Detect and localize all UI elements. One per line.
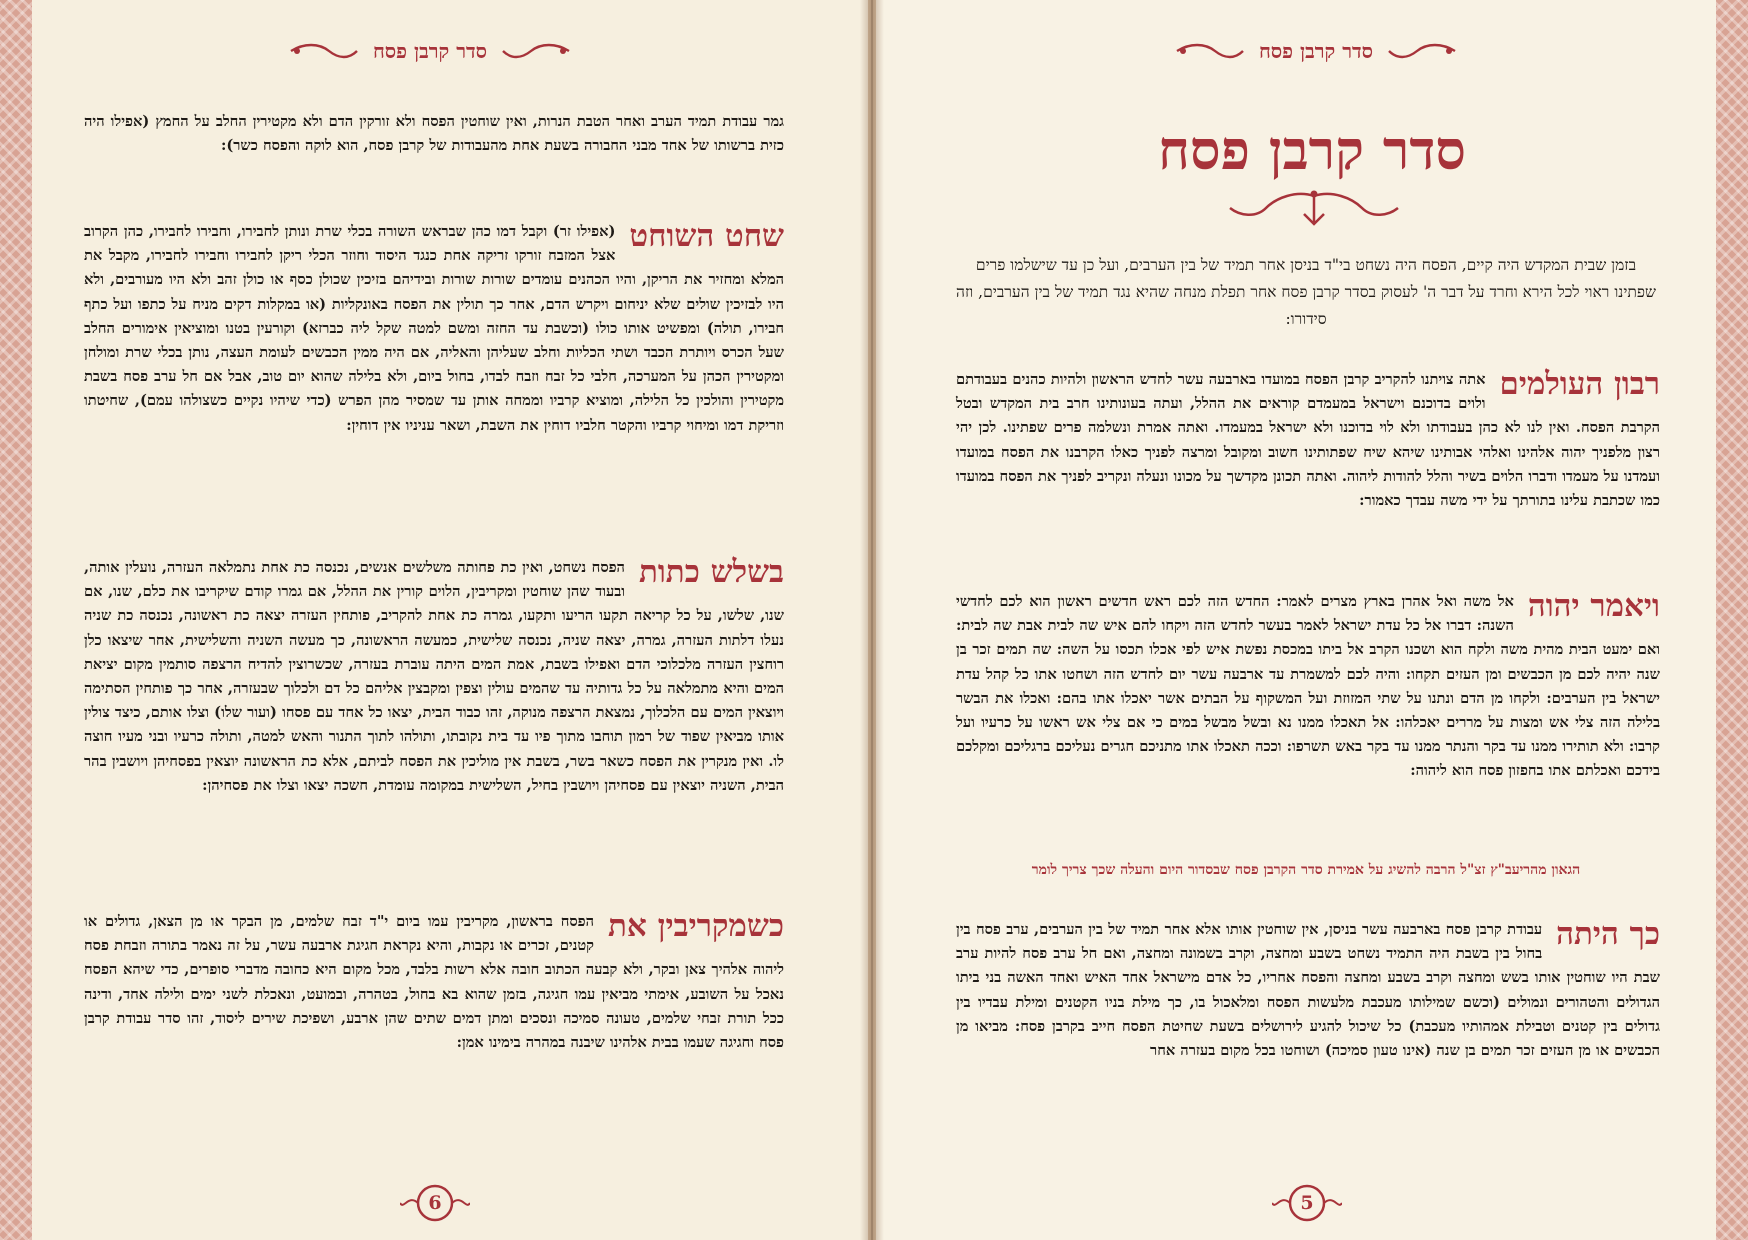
- page-number-text: 6: [428, 1192, 442, 1214]
- section-kishemakrivin: [84, 910, 784, 1055]
- book-gutter: [860, 0, 884, 1240]
- section-heading: כך היתה: [1556, 916, 1660, 952]
- section-vayomer: [956, 590, 1660, 784]
- page-title: סדר קרבן פסח: [1157, 118, 1467, 182]
- section-text: עבודת קרבן פסח בארבעה עשר בניסן, אין שוחטין אותו אלא אחר תמיד של בין הערבים, ערב פסח בין בחול בין בשבת היה התמיד נשחט בשבע ומחצה, וקרב בשמונה ומחצה, ואם חל ערב פסח להיות ערב שבת היו שוחטין אותו בשש ומחצה וקרב בשבע ומחצה והפסח אחריו, כל אדם מישראל אחד האיש ואחד האשה בני ביתו הגדולים והטהורים ונמולים (וכשם שמילותו מעכבת מלעשות הפסח ומלאכול בו, כך מילת בניו הקטנים ומילת עבדיו בין גדולים בין קטנים וטבילת אמהותיו מעכבת) כל שיכול להגיע לירושלים בשעת שחיטת הפסח חייב בקרבן פסח: מביאו מן הכבשים או מן העזים זכר תמים בן שנה (אינו טעון סמיכה) ושוחטו בכל מקום בעזרה אחר: [956, 921, 1660, 1060]
- section-shachat: [84, 220, 784, 438]
- section-kach: [956, 918, 1660, 1063]
- running-header: [240, 34, 620, 68]
- title-flourish-icon: [1226, 188, 1402, 230]
- running-header: [1126, 34, 1506, 68]
- section-heading: רבון העולמים: [1499, 366, 1660, 402]
- section-bishalosh: [84, 556, 784, 798]
- right-page: [876, 0, 1748, 1240]
- page-number-text: 5: [1300, 1192, 1314, 1214]
- page-number: [400, 1180, 470, 1226]
- flourish-left-icon: [289, 41, 359, 61]
- decorative-border: [1716, 0, 1748, 1240]
- flourish-right-icon: [1387, 41, 1457, 61]
- page-number: [1272, 1180, 1342, 1226]
- section-heading: כשמקריבין את: [608, 908, 784, 944]
- flourish-left-icon: [1175, 41, 1245, 61]
- section-text: הפסח בראשון, מקריבין עמו ביום י"ד זבח שלמים, מן הבקר או מן הצאן, גדולים או קטנים, זכרים או נקבות, והיא נקראת חגיגת ארבעה עשר, על זה נאמר בתורה וזבחת פסח ליהוה אלהיך צאן ובקר, ולא קבעה הכתוב חובה אלא רשות בלבד, מכל מקום היא כחובה מדברי סופרים, כדי שיהא הפסח נאכל על השובע, אימתי מביאין עמו חגיגה, בזמן שהוא בא בחול, בטהרה, ובמועט, ונאכלת לשני ימים ולילה אחד, ודינה ככל תורת זבחי שלמים, טעונה סמיכה ונסכים ומתן דמים שתים שהן ארבע, ושפיכת שירים ליסוד, זהו סדר עבודת קרבן פסח וחגיגה שעמו בבית אלהינו שיבנה במהרה בימינו אמן:: [84, 913, 784, 1052]
- section-text: (אפילו זר) וקבל דמו כהן שבראש השורה בכלי שרת ונותן לחבירו, וחבירו לחבירו, כהן הקרוב אצל המזבח זורקו זריקה אחת כנגד היסוד וחוזר הכלי ריקן לחבירו וחבירו לחבירו, מקבל את המלא ומחזיר את הריקן, והיו הכהנים עומדים שורות שורות ובידיהם בזיכין שכולן כסף או כולן זהב ולא היו מעורבים, ולא היו לבזיכין שולים שלא יניחום ויקרש הדם, אחר כך תולין את הפסח באונקליות (או במקלות דקים מניח על כתפו ועל כתף חבירו, תולה) ומפשיט אותו כולו (וכשבת עד החזה ומשם למטה שקל ליה כברזא) וקורעין בטנו ומוציאין אימורים החלב שעל הכרס ויותרת הכבד ושתי הכליות וחלב שעליהן והאליה, אם היה ממין הכבשים לעומת העצה, נותן בכלי שרת ומולחן ומקטירין הכהן על המערכה, חלבי כל זבח וזבח לבדו, בחול ביום, ולא בלילה שהוא יום טוב, אבל אם חל ערב פסח בשבת מקטירין והולכין כל הלילה, ומוציא קרביו וממחה אותן עד שמסיר מהן הפרש (כדי שיהיו נקיים כשצולהו עמם), שחיטתו וזריקת דמו ומיחוי קרביו והקטר חלביו דוחין את השבת, ושאר עניניו אין דוחין:: [84, 223, 784, 434]
- flourish-right-icon: [501, 41, 571, 61]
- decorative-border: [0, 0, 32, 1240]
- section-heading: שחט השוחט: [629, 218, 784, 254]
- section-heading: ויאמר יהוה: [1527, 588, 1660, 624]
- intro-paragraph: בזמן שבית המקדש היה קיים, הפסח היה נשחט בי"ד בניסן אחר תמיד של בין הערבים, ועל כן עד שישלמו פרים שפתינו ראוי לכל הירא וחרד על דבר ה' לעסוק בסדר קרבן פסח אחר תפלת מנחה שהיא נגד תמיד של בין הערבים, וזה סידורו:: [956, 256, 1656, 328]
- section-ribon: [956, 368, 1660, 513]
- header-title: סדר קרבן פסח: [372, 38, 488, 63]
- header-title: סדר קרבן פסח: [1258, 38, 1374, 63]
- section-text: הפסח נשחט, ואין כת פחותה משלשים אנשים, נכנסה כת אחת נתמלאה העזרה, נועלין אותה, ובעוד שהן שוחטין ומקריבין, הלוים קורין את ההלל, אם גמרו קודם שיקריבו את כלם, שנו, אם שנו, שלשו, על כל קריאה תקעו הריעו ותקעו, גמרה כת אחת להקריב, פותחין העזרה יצאה כת ראשונה, נכנסה כת שניה נעלו דלתות העזרה, גמרה, יצאה שניה, נכנסה שלישית, כמעשה הראשונה, כך מעשה השניה והשלישית, אחר שיצאו כלן רוחצין העזרה מלכלוכי הדם ואפילו בשבת, אמת המים היתה עוברת בעזרה, שכשרוצין להדיח הרצפה סותמין מקום יציאת המים והיא מתמלאה על כל גדותיה עד שהמים עולין וצפין ומקבצין אליהם כל דם ולכלוך שבעזרה, אחר כך פותחין הסתימה ויוצאין המים עם הלכלוך, נמצאת הרצפה מנוקה, זהו כבוד הבית, יצאו כל אחד עם פסחו (ועור שלו) וצלו אותם, כיצד צולין אותו מביאין שפוד של רמון תוחבו מתוך פיו עד בית נקובתו, ותולהו לתוך התנור והאש למטה, ותולה כרעיו ובני מעיו חוצה לו. ואין מנקרין את הפסח כשאר בשר, בשבת אין מוליכין את הפסח לביתם, אלא כת הראשונה יוצאין בפסחיהן ויושבין בהר הבית, השניה יוצאין עם פסחיהן ויושבין בחיל, השלישית במקומה עומדת, חשכה יצאו וצלו את פסחיהן:: [84, 559, 784, 794]
- left-page: [0, 0, 868, 1240]
- section-text: אתה צויתנו להקריב קרבן הפסח במועדו בארבעה עשר לחדש הראשון ולהיות כהנים בעבודתם ולוים בדוכנם וישראל במעמדם קוראים את ההלל, ועתה בעונותינו חרב בית המקדש ובטל הקרבת הפסח. ואין לנו לא כהן בעבודתו ולא לוי בדוכנו ולא ישראל במעמדו. ואתה אמרת ונשלמה פרים שפתינו. לכן יהי רצון מלפניך יהוה אלהינו ואלהי אבותינו שיהא שיח שפתותינו חשוב ומקובל ומרצה לפניך כאלו הקרבנו את הפסח במועדו ועמדנו על מעמדו ודברו הלוים בשיר והלל להודות ליהוה. ואתה תכונן מקדשך על מכונו ונעלה ונקריב לפניך את הפסח במועדו כמו שכתבת עלינו בתורתך על ידי משה עבדך כאמור:: [956, 371, 1660, 510]
- intro-paragraph: גמר עבודת תמיד הערב ואחר הטבת הנרות, ואין שוחטין הפסח ולא זורקין הדם ולא מקטירין החלב על החמץ (אפילו היה כזית ברשותו של אחד מבני החבורה בשעת אחת מהעבודות של קרבן פסח, הוא לוקה והפסח כשר):: [84, 113, 784, 155]
- section-heading: בשלש כתות: [638, 554, 784, 590]
- section-text: אל משה ואל אהרן בארץ מצרים לאמר: החדש הזה לכם ראש חדשים ראשון הוא לכם לחדשי השנה: דברו אל כל עדת ישראל לאמר בעשר לחדש הזה ויקחו להם איש שה לבית אבת שה לבית: ואם ימעט הבית מהית משה ולקח הוא ושכנו הקרב אל ביתו במכסת נפשת איש לפי אכלו תכסו על השה: שה תמים זכר בן שנה יהיה לכם מן הכבשים ומן העזים תקחו: והיה לכם למשמרת עד ארבעה עשר יום לחדש הזה ושחטו אתו כל קהל עדת ישראל בין הערבים: ולקחו מן הדם ונתנו על שתי המזוזת ועל המשקוף על הבתים אשר יאכלו אתו בהם: ואכלו את הבשר בלילה הזה צלי אש ומצות על מררים יאכלהו: אל תאכלו ממנו נא ובשל מבשל במים כי אם צלי אש ראשו על כרעיו ועל קרבו: ולא תותירו ממנו עד בקר והנתר ממנו עד בקר באש תשרפו: וככה תאכלו אתו מתניכם חגרים נעליכם ברגליכם ומקלכם בידכם ואכלתם אתו בחפזון פסח הוא ליהוה:: [956, 593, 1660, 780]
- editor-note: הגאון מהריעב"ץ זצ"ל הרבה להשיג על אמירת סדר הקרבן פסח שבסדור היום והעלה שכך צריך לומר: [1031, 862, 1581, 878]
